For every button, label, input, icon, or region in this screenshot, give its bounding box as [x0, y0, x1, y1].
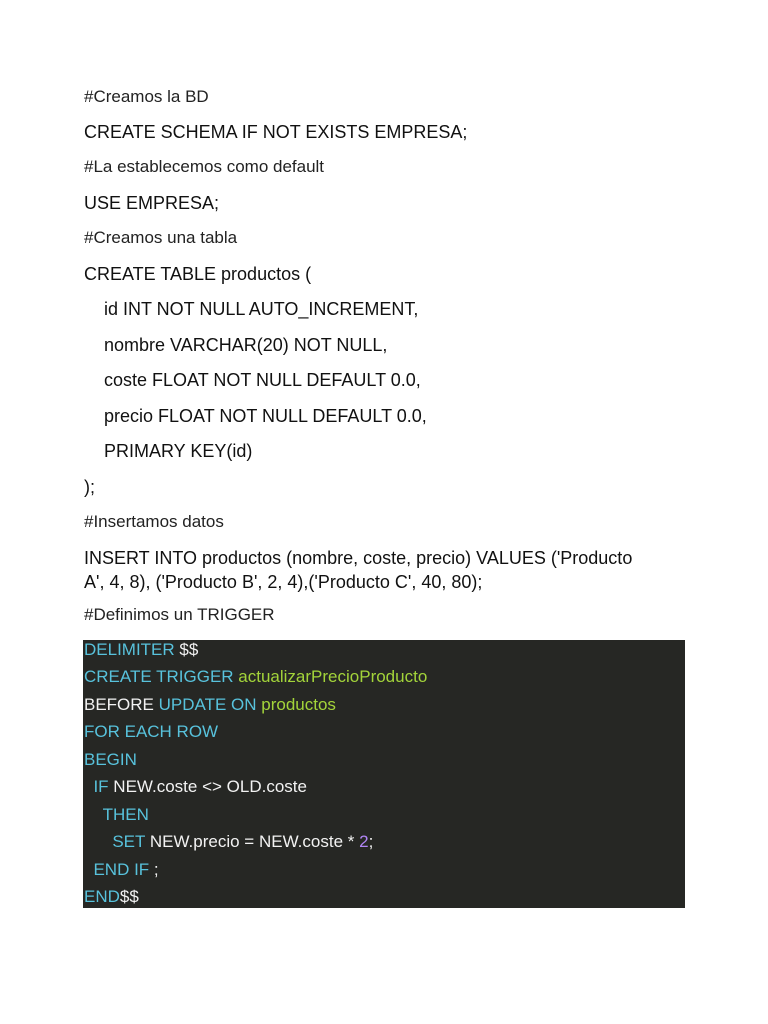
- code-keyword: SET: [112, 832, 146, 851]
- code-line-if: [84, 775, 307, 799]
- comment-insert-data: #Insertamos datos: [84, 512, 224, 531]
- code-indent: [84, 805, 103, 824]
- code-line-end-if: [84, 858, 159, 882]
- comment-create-table: #Creamos una tabla: [84, 228, 238, 247]
- code-line-before-update: [84, 693, 336, 717]
- code-text: $$: [174, 640, 199, 659]
- sql-column-nombre: nombre VARCHAR(20) NOT NULL,: [104, 335, 388, 355]
- code-keyword: THEN: [102, 805, 149, 824]
- code-keyword: IF: [93, 777, 109, 796]
- code-keyword: END: [84, 887, 120, 906]
- code-identifier: actualizarPrecioProducto: [233, 667, 428, 686]
- code-text: BEFORE: [84, 695, 159, 714]
- code-text: ;: [149, 860, 159, 879]
- code-keyword: CREATE TRIGGER: [84, 667, 234, 686]
- code-keyword: BEGIN: [84, 750, 137, 769]
- code-keyword: DELIMITER: [84, 640, 175, 659]
- sql-column-id: id INT NOT NULL AUTO_INCREMENT,: [104, 299, 419, 319]
- sql-create-schema: CREATE SCHEMA IF NOT EXISTS EMPRESA;: [84, 122, 468, 142]
- code-keyword: UPDATE ON: [158, 695, 257, 714]
- code-line-end: [84, 885, 139, 909]
- sql-column-coste: coste FLOAT NOT NULL DEFAULT 0.0,: [104, 370, 421, 390]
- sql-insert-line-1: INSERT INTO productos (nombre, coste, precio) VALUES ('Producto: [84, 548, 633, 568]
- code-line-create-trigger: [84, 665, 427, 689]
- code-line-delimiter: [84, 638, 198, 662]
- code-line-then: [84, 803, 149, 827]
- code-line-for-each-row: [84, 720, 218, 744]
- sql-close-table: );: [84, 477, 95, 497]
- code-text: NEW.coste <> OLD.coste: [108, 777, 307, 796]
- sql-create-table: CREATE TABLE productos (: [84, 264, 312, 284]
- code-line-set: [84, 830, 373, 854]
- comment-set-default: #La establecemos como default: [84, 157, 325, 176]
- sql-insert-line-2: A', 4, 8), ('Producto B', 2, 4),('Producto C', 40, 80);: [84, 572, 483, 592]
- code-number: 2: [359, 832, 369, 851]
- comment-create-db: #Creamos la BD: [84, 87, 209, 106]
- code-text: ;: [368, 832, 374, 851]
- code-keyword: END IF: [93, 860, 150, 879]
- code-identifier: productos: [256, 695, 336, 714]
- code-indent: [84, 832, 112, 851]
- code-text: $$: [119, 887, 139, 906]
- sql-primary-key: PRIMARY KEY(id): [104, 441, 253, 461]
- sql-use-empresa: USE EMPRESA;: [84, 193, 220, 213]
- trigger-code-block: [83, 640, 685, 908]
- comment-define-trigger: #Definimos un TRIGGER: [84, 605, 275, 624]
- code-keyword: FOR EACH ROW: [84, 722, 219, 741]
- code-text: NEW.precio = NEW.coste *: [145, 832, 360, 851]
- sql-column-precio: precio FLOAT NOT NULL DEFAULT 0.0,: [104, 406, 427, 426]
- code-line-begin: [84, 748, 137, 772]
